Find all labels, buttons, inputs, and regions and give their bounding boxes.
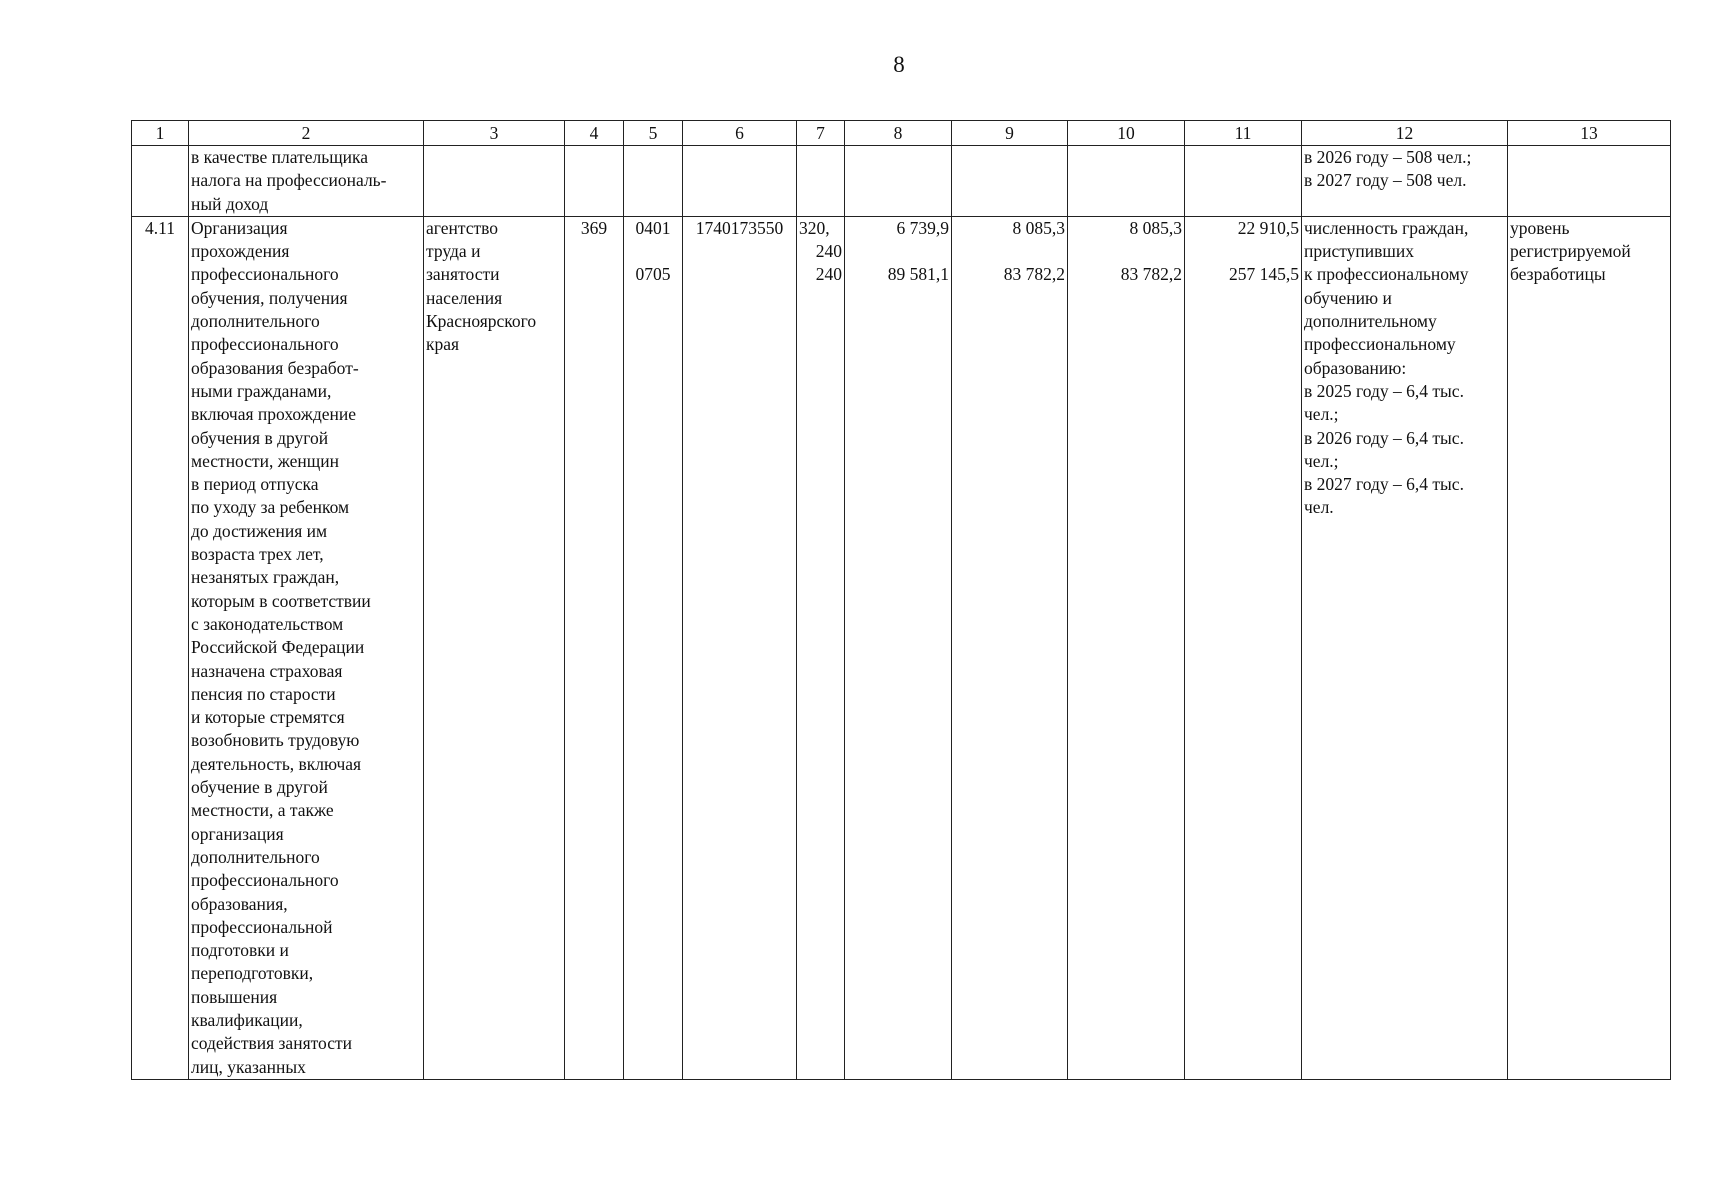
text-line: населения (426, 287, 503, 308)
text-line: пенсия по старости (191, 683, 336, 704)
text-line: труда и (426, 241, 481, 262)
amount-2025-cell (845, 216, 952, 1079)
text-line: профессионального (191, 870, 339, 891)
text-line: профессиональной (191, 916, 333, 937)
text-line: по уходу за ребенком (191, 497, 350, 518)
text-line: назначена страховая (191, 660, 343, 681)
text-line: чел.; (1304, 450, 1339, 471)
text-line: повышения (191, 986, 278, 1007)
text-line: образования безработ- (191, 357, 359, 378)
amount-total-cell (1185, 146, 1302, 217)
section-code-cell (624, 216, 683, 1079)
text-line: профессиональному (1304, 334, 1456, 355)
text-line: чел.; (1304, 404, 1339, 425)
indicator-cell (1508, 146, 1671, 217)
column-number-row (132, 121, 1671, 146)
amount-2027-b: 83 782,2 (1120, 264, 1182, 285)
text-line: дополнительному (1304, 311, 1437, 332)
text-line: квалификации, (191, 1009, 303, 1030)
amount-2025-a: 6 739,9 (896, 217, 949, 238)
text-line: местности, а также (191, 800, 334, 821)
text-line: деятельность, включая (191, 753, 362, 774)
column-number: 12 (1302, 121, 1508, 146)
budget-table (131, 120, 1671, 1080)
column-number: 11 (1185, 121, 1302, 146)
text-line: в период отпуска (191, 474, 319, 495)
text-line: приступивших (1304, 241, 1414, 262)
text-line: в 2025 году – 6,4 тыс. (1304, 380, 1464, 401)
text-line: безработицы (1510, 264, 1606, 285)
expected-result-cell (1302, 146, 1508, 217)
column-number: 1 (132, 121, 189, 146)
column-number: 3 (424, 121, 565, 146)
text-line: обучению и (1304, 287, 1392, 308)
text-line: возраста трех лет, (191, 544, 324, 565)
text-line: с законодательством (191, 613, 344, 634)
text-line: профессионального (191, 264, 339, 285)
amount-2027-cell (1068, 146, 1185, 217)
section-code-a: 0401 (635, 217, 671, 238)
amount-2026-cell (952, 146, 1068, 217)
column-number: 6 (683, 121, 797, 146)
text-line: в 2027 году – 6,4 тыс. (1304, 474, 1464, 495)
section-code-b: 0705 (635, 264, 671, 285)
column-number: 4 (565, 121, 624, 146)
event-description-cell (189, 216, 424, 1079)
text-line: местности, женщин (191, 450, 339, 471)
text-line: возобновить трудовую (191, 730, 360, 751)
expense-type-cell (797, 216, 845, 1079)
text-line: переподготовки, (191, 963, 314, 984)
column-number: 8 (845, 121, 952, 146)
amount-total-b: 257 145,5 (1229, 264, 1299, 285)
amount-2027-cell (1068, 216, 1185, 1079)
column-number: 9 (952, 121, 1068, 146)
text-line: уровень (1510, 217, 1570, 238)
amount-2025-b: 89 581,1 (887, 264, 949, 285)
amount-2026-cell (952, 216, 1068, 1079)
amount-2026-b: 83 782,2 (1003, 264, 1065, 285)
text-line: до достижения им (191, 520, 328, 541)
text-line: ный доход (191, 193, 269, 214)
text-line: подготовки и (191, 940, 289, 961)
text-line: численность граждан, (1304, 217, 1469, 238)
text-line: образованию: (1304, 357, 1407, 378)
executor-cell (424, 216, 565, 1079)
row-number-cell (132, 146, 189, 217)
text-line: и которые стремятся (191, 707, 345, 728)
text-line: организация (191, 823, 284, 844)
text-line: лиц, указанных (191, 1056, 306, 1077)
expense-type-a-line: 320, (799, 217, 830, 238)
amount-total-cell (1185, 216, 1302, 1079)
expense-type-a-line: 240 (815, 241, 842, 262)
text-line: дополнительного (191, 311, 320, 332)
target-article-cell (683, 146, 797, 217)
text-line: чел. (1304, 497, 1334, 518)
text-line: которым в соответствии (191, 590, 371, 611)
text-line: Российской Федерации (191, 637, 365, 658)
expected-result-cell (1302, 216, 1508, 1079)
executor-cell (424, 146, 565, 217)
text-line: в 2026 году – 6,4 тыс. (1304, 427, 1464, 448)
text-line: дополнительного (191, 846, 320, 867)
text-line: в качестве плательщика (191, 147, 369, 167)
text-line: занятости (426, 264, 500, 285)
text-line: прохождения (191, 241, 290, 262)
column-number: 10 (1068, 121, 1185, 146)
indicator-cell (1508, 216, 1671, 1079)
continuation-row (132, 146, 1671, 217)
amount-2026-a: 8 085,3 (1012, 217, 1065, 238)
text-line: профессионального (191, 334, 339, 355)
target-article-cell: 1740173550 (683, 216, 797, 1079)
text-line: регистрируемой (1510, 241, 1631, 262)
amount-total-a: 22 910,5 (1237, 217, 1299, 238)
event-description-cell (189, 146, 424, 217)
grbs-cell (565, 146, 624, 217)
text-line: обучения, получения (191, 287, 348, 308)
column-number: 13 (1508, 121, 1671, 146)
text-line: агентство (426, 217, 499, 238)
text-line: налога на профессиональ- (191, 170, 387, 191)
text-line: обучение в другой (191, 777, 328, 798)
text-line: Организация (191, 217, 288, 238)
text-line: в 2027 году – 508 чел. (1304, 170, 1467, 191)
text-line: обучения в другой (191, 427, 329, 448)
text-line: незанятых граждан, (191, 567, 340, 588)
text-line: ными гражданами, (191, 380, 332, 401)
column-number: 5 (624, 121, 683, 146)
amount-2025-cell (845, 146, 952, 217)
text-line: образования, (191, 893, 288, 914)
text-line: к профессиональному (1304, 264, 1469, 285)
text-line: в 2026 году – 508 чел.; (1304, 147, 1472, 167)
column-number: 2 (189, 121, 424, 146)
table-row-4-11 (132, 216, 1671, 1079)
page-number: 8 (893, 52, 905, 77)
expense-type-b: 240 (815, 264, 842, 285)
text-line: включая прохождение (191, 404, 356, 425)
section-code-cell (624, 146, 683, 217)
column-number: 7 (797, 121, 845, 146)
amount-2027-a: 8 085,3 (1129, 217, 1182, 238)
grbs-cell: 369 (565, 216, 624, 1079)
text-line: края (426, 334, 460, 355)
expense-type-cell (797, 146, 845, 217)
row-number-cell: 4.11 (132, 216, 189, 1079)
text-line: содействия занятости (191, 1033, 352, 1054)
text-line: Красноярского (426, 311, 537, 332)
